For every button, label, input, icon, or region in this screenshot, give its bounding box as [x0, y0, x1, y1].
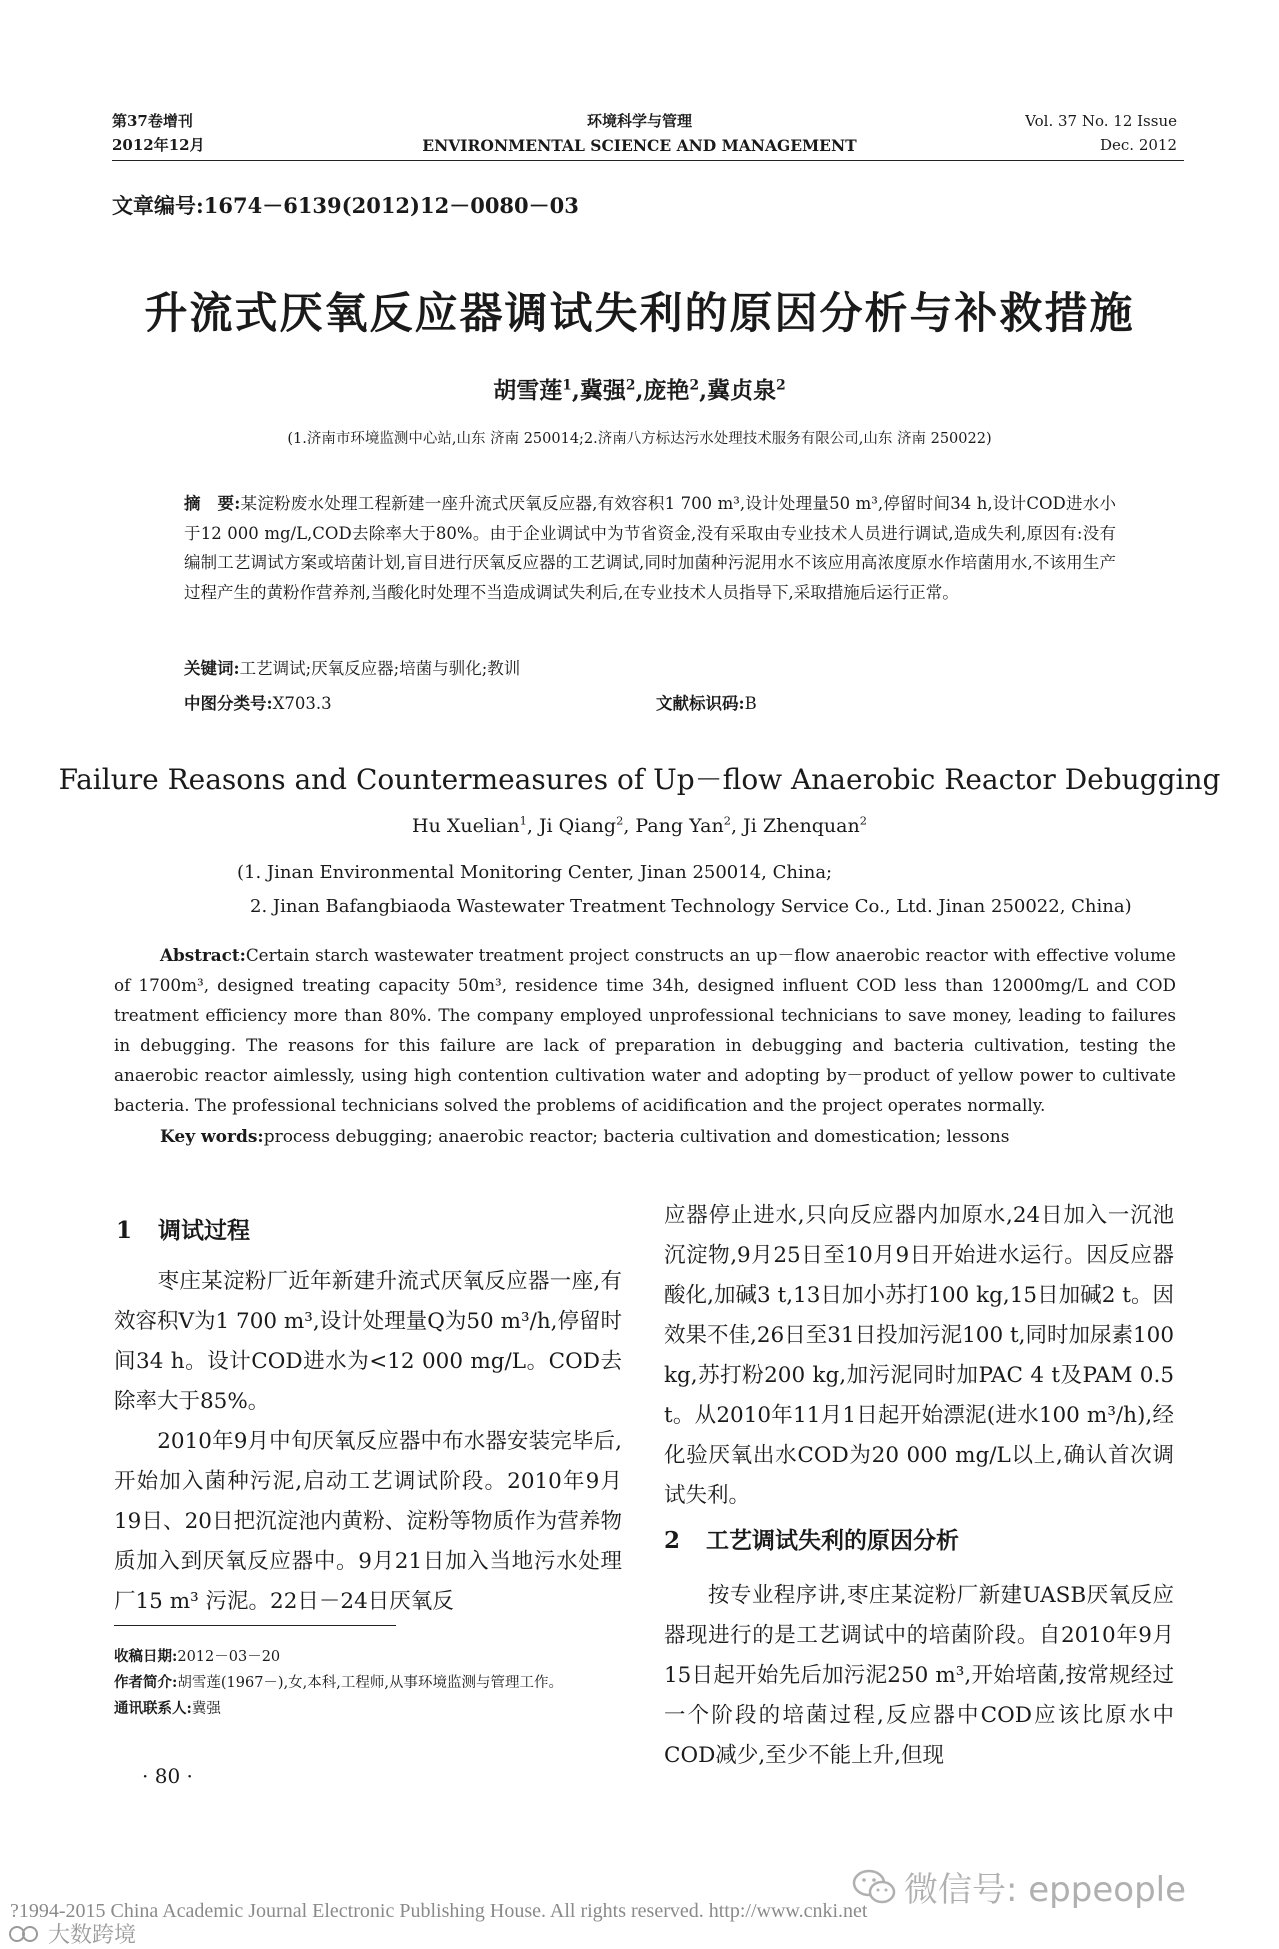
- affiliation-en-2: 2. Jinan Bafangbiaoda Wastewater Treatment Technology Service Co., Ltd. Jinan 250022, China): [250, 896, 1132, 917]
- section-1-heading: [116, 1212, 250, 1245]
- doc-code-value: B: [744, 694, 757, 713]
- right-column-para-1: 应器停止进水,只向反应器内加原水,24日加入一沉池沉淀物,9月25日至10月9日开始进水运行。因反应器酸化,加碱3 t,13日加小苏打100 kg,15日加碱2 t。因效果不佳,26日至31日投加污泥100 t,同时加尿素100 kg,苏打粉200 kg,加污泥同时加PAC 4 t及PAM 0.5 t。从2010年11月1日起开始漂泥(进水100 m³/h),经化验厌氧出水COD为20 000 mg/L以上,确认首次调试失利。: [664, 1203, 1174, 1508]
- author: 胡雪莲: [493, 377, 563, 404]
- wechat-id: 微信号: eppeople: [904, 1870, 1187, 1910]
- header-vol-en: Vol. 37 No. 12 Issue: [1025, 112, 1177, 130]
- footnote-contact: [114, 1696, 634, 1722]
- section-2-number: 2: [664, 1527, 681, 1554]
- article-number: [112, 190, 579, 220]
- author-en-sup: 2: [859, 813, 867, 828]
- wechat-watermark: [852, 1862, 1186, 1911]
- author-sup: 1: [562, 377, 572, 394]
- logo-text: 大数跨境: [48, 1923, 137, 1948]
- keywords-cn-label: 关键词:: [184, 659, 240, 678]
- header-volume: 第37卷增刊: [112, 112, 193, 130]
- author-en: Ji Qiang: [538, 815, 617, 837]
- keywords-en-text: process debugging; anaerobic reactor; bacteria cultivation and domestication; lessons: [263, 1127, 1010, 1147]
- author-sup: 2: [776, 377, 786, 394]
- authors-cn: 胡雪莲$^1$,冀强$^2$,庞艳$^2$,冀贞泉$^2$: [493, 377, 786, 404]
- author: 庞艳: [643, 377, 690, 404]
- footnote-author-bio: [114, 1670, 634, 1696]
- header-date: 2012年12月: [112, 136, 205, 154]
- abstract-cn: [184, 489, 1116, 608]
- journal-name-en: ENVIRONMENTAL SCIENCE AND MANAGEMENT: [422, 136, 857, 155]
- abstract-cn-label: 摘 要:: [184, 494, 241, 513]
- article-number-value: 1674－6139(2012)12－0080－03: [203, 193, 579, 218]
- article-number-label: 文章编号:: [112, 193, 204, 218]
- paragraph: 枣庄某淀粉厂近年新建升流式厌氧反应器一座,有效容积V为1 700 m³,设计处理量Q为50 m³/h,停留时间34 h。设计COD进水为<12 000 mg/L。COD去除率大于85%。: [114, 1269, 623, 1414]
- copyright-footer: ?1994-2015 China Academic Journal Electronic Publishing House. All rights reserved. http://www.cnki.net: [10, 1900, 868, 1922]
- affiliation-en-1: (1. Jinan Environmental Monitoring Center, Jinan 250014, China;: [237, 862, 833, 883]
- header-date-en: Dec. 2012: [1099, 136, 1177, 154]
- authors-en: Hu Xuelian$^1$, Ji Qiang$^2$, Pang Yan$^2$, Ji Zhenquan$^2$: [412, 813, 867, 837]
- footnote-rule: [114, 1625, 396, 1626]
- author-sup: 2: [625, 377, 636, 394]
- section-2-heading: [664, 1522, 959, 1555]
- journal-name-cn: 环境科学与管理: [586, 112, 692, 130]
- footnote-text: 胡雪莲(1967－),女,本科,工程师,从事环境监测与管理工作。: [177, 1675, 564, 1691]
- author-en-sup: 1: [519, 813, 527, 828]
- paragraph: 2010年9月中旬厌氧反应器中布水器安装完毕后,开始加入菌种污泥,启动工艺调试阶段。2010年9月19日、20日把沉淀池内黄粉、淀粉等物质作为营养物质加入到厌氧反应器中。9月21日加入当地污水处理厂15 m³ 污泥。22日－24日厌氧反: [114, 1429, 622, 1614]
- section-1-number: 1: [116, 1217, 133, 1244]
- title-cn: 升流式厌氧反应器调试失利的原因分析与补救措施: [144, 289, 1135, 339]
- section-2-title: 工艺调试失利的原因分析: [706, 1527, 960, 1554]
- keywords-cn-text: 工艺调试;厌氧反应器;培菌与驯化;教训: [239, 659, 521, 678]
- logo-watermark: [8, 1918, 136, 1949]
- abstract-en-label: Abstract:: [160, 945, 246, 965]
- keywords-en-label: Key words:: [160, 1127, 264, 1147]
- left-column: [114, 1262, 622, 1622]
- keywords-en: [160, 1127, 1009, 1147]
- footnote-received: [114, 1644, 634, 1670]
- section-1-title: 调试过程: [158, 1217, 251, 1244]
- clc-label: 中图分类号:: [184, 694, 273, 713]
- footnote-label: 通讯联系人:: [114, 1700, 192, 1717]
- author-sup: 2: [689, 377, 700, 394]
- clc-value: X703.3: [272, 694, 332, 713]
- doc-code-label: 文献标识码:: [656, 694, 745, 713]
- affiliation-cn: (1.济南市环境监测中心站,山东 济南 250014;2.济南八方标达污水处理技术服务有限公司,山东 济南 250022): [287, 431, 992, 447]
- author-en: Pang Yan: [635, 815, 724, 837]
- author: 冀强: [579, 377, 626, 404]
- abstract-cn-text: 某淀粉废水处理工程新建一座升流式厌氧反应器,有效容积1 700 m³,设计处理量50 m³,停留时间34 h,设计COD进水小于12 000 mg/L,COD去除率大于80%。由于企业调试中为节省资金,没有采取由专业技术人员进行调试,造成失利,原因有:没有编制工艺调试方案或培菌计划,盲目进行厌氧反应器的工艺调试,同时加菌种污泥用水不该应用高浓度原水作培菌用水,不该用生产过程产生的黄粉作营养剂,当酸化时处理不当造成调试失利后,在专业技术人员指导下,采取措施后运行正常。: [184, 494, 1116, 603]
- header-rule: [112, 160, 1184, 161]
- author: 冀贞泉: [707, 377, 777, 404]
- abstract-en-text: Certain starch wastewater treatment project constructs an up－flow anaerobic reactor with effective volume of 1700m³, designed treating capacity 50m³, residence time 34h, designed influent COD less than 12000mg/L and COD treatment efficiency more than 80%. The company employed unprofessional technicians to save money, leading to failures in debugging. The reasons for this failure are lack of preparation in debugging and bacteria cultivation, testing the anaerobic reactor aimlessly, using high contention cultivation water and adopting by－product of yellow power to cultivate bacteria. The professional technicians solved the problems of acidification and the project operates normally.: [114, 945, 1176, 1115]
- footnotes: [114, 1644, 634, 1722]
- title-en: Failure Reasons and Countermeasures of Up－flow Anaerobic Reactor Debugging: [58, 763, 1221, 796]
- abstract-en: [114, 940, 1176, 1120]
- logo-icon: [8, 1922, 44, 1946]
- author-en: Ji Zhenquan: [743, 815, 860, 837]
- author-en-sup: 2: [723, 813, 731, 828]
- page-number: · 80 ·: [142, 1764, 193, 1788]
- wechat-icon: [852, 1868, 896, 1906]
- footnote-label: 收稿日期:: [114, 1648, 178, 1665]
- right-column-para-2: 按专业程序讲,枣庄某淀粉厂新建UASB厌氧反应器现进行的是工艺调试中的培菌阶段。自2010年9月15日起开始先后加污泥250 m³,开始培菌,按常规经过一个阶段的培菌过程,反应器中COD应该比原水中COD减少,至少不能上升,但现: [664, 1583, 1174, 1768]
- footnote-text: 冀强: [191, 1701, 221, 1717]
- author-en: Hu Xuelian: [412, 815, 520, 837]
- clc-number: [184, 690, 1116, 714]
- keywords-cn: [184, 655, 1116, 679]
- doc-code: [656, 690, 757, 714]
- footnote-label: 作者简介:: [114, 1674, 178, 1691]
- author-en-sup: 2: [616, 813, 624, 828]
- footnote-text: 2012－03－20: [177, 1649, 281, 1665]
